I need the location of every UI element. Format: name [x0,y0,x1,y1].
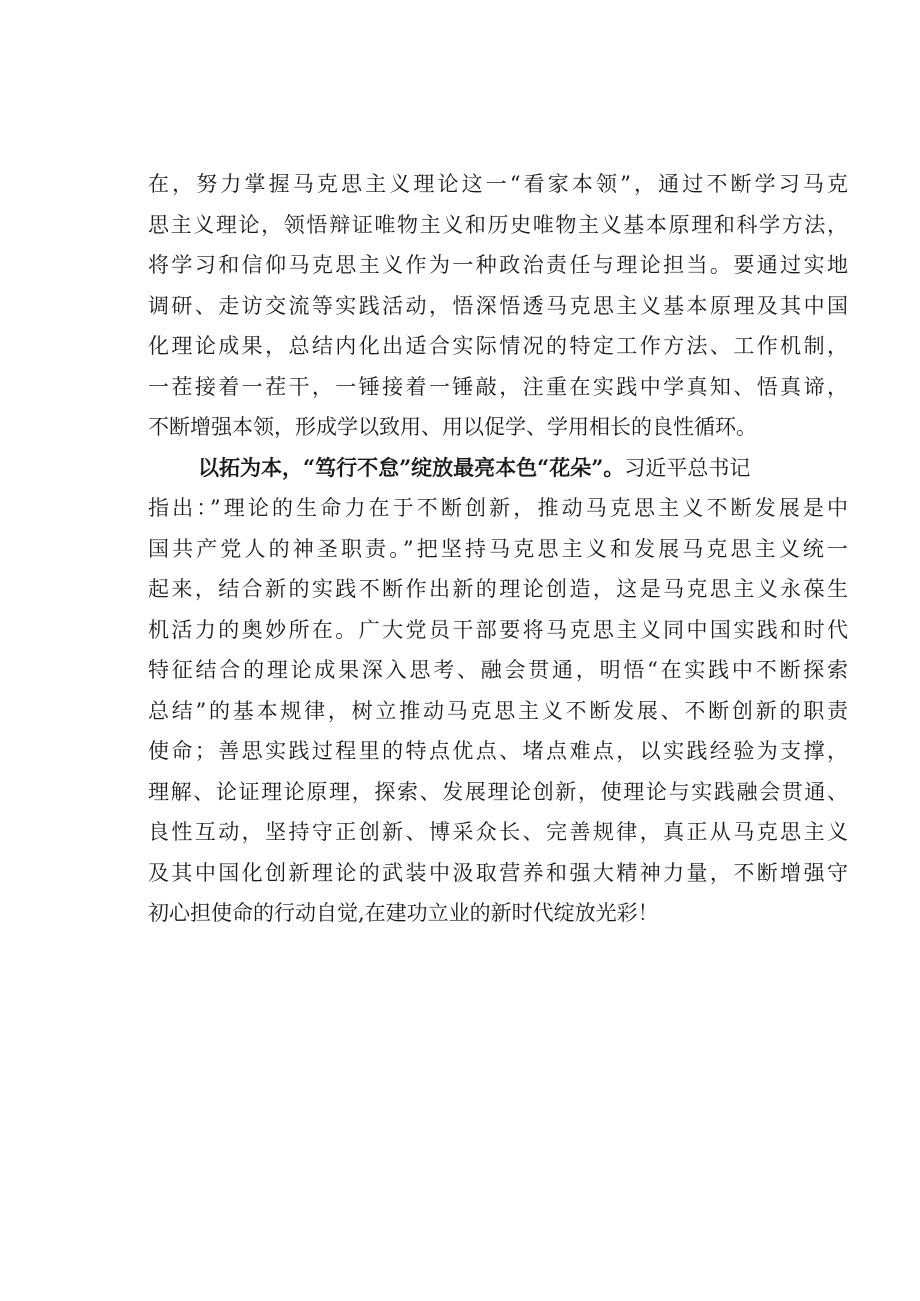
paragraph-line: 将学习和信仰马克思主义作为一种政治责任与理论担当。要通过实地 [148,253,848,277]
paragraph-1 [148,164,848,448]
paragraph-line: 起来，结合新的实践不断作出新的理论创造，这是马克思主义永葆生 [148,577,848,601]
paragraph-line: 总结”的基本规律，树立推动马克思主义不断发展、不断创新的职责 [148,698,848,723]
paragraph-first-line-rest: 习近平总书记 [624,455,751,480]
paragraph-line: 调研、走访交流等实践活动，悟深悟透马克思主义基本原理及其中国 [148,293,848,318]
paragraph-line: 化理论成果，总结内化出适合实际情况的特定工作方法、工作机制， [148,334,848,358]
paragraph-line: 理解、论证理论原理，探索、发展理论创新，使理论与实践融会贯通、 [148,779,848,804]
paragraph-line: 不断增强本领，形成学以致用、用以促学、学用相长的良性循环。 [148,415,757,439]
paragraph-2 [148,448,848,934]
paragraph-heading: 以拓为本，“笃行不怠”绽放最亮本色“花朵”。 [198,454,625,480]
paragraph-line: 思主义理论，领悟辩证唯物主义和历史唯物主义基本原理和科学方法， [148,212,848,237]
paragraph-line: 指出：”理论的生命力在于不断创新，推动马克思主义不断发展是中 [148,496,848,520]
paragraph-line: 初心担使命的行动自觉,在建功立业的新时代绽放光彩！ [148,901,659,925]
paragraph-line: 一茬接着一茬干，一锤接着一锤敲，注重在实践中学真知、悟真谛， [148,374,848,399]
body-text [148,164,848,934]
paragraph-line: 使命；善思实践过程里的特点优点、堵点难点，以实践经验为支撑， [148,739,848,763]
paragraph-line: 特征结合的理论成果深入思考、融会贯通，明悟“在实践中不断探索 [148,658,848,682]
paragraph-line: 在，努力掌握马克思主义理论这一“看家本领”，通过不断学习马克 [148,172,848,196]
paragraph-line: 国共产党人的神圣职责。”把坚持马克思主义和发展马克思主义统一 [148,536,848,561]
paragraph-line: 良性互动，坚持守正创新、博采众长、完善规律，真正从马克思主义 [148,820,848,844]
paragraph-line: 机活力的奥妙所在。广大党员干部要将马克思主义同中国实践和时代 [148,617,848,642]
paragraph-first-line [148,448,848,489]
paragraph-line: 及其中国化创新理论的武装中汲取营养和强大精神力量，不断增强守 [148,860,848,885]
